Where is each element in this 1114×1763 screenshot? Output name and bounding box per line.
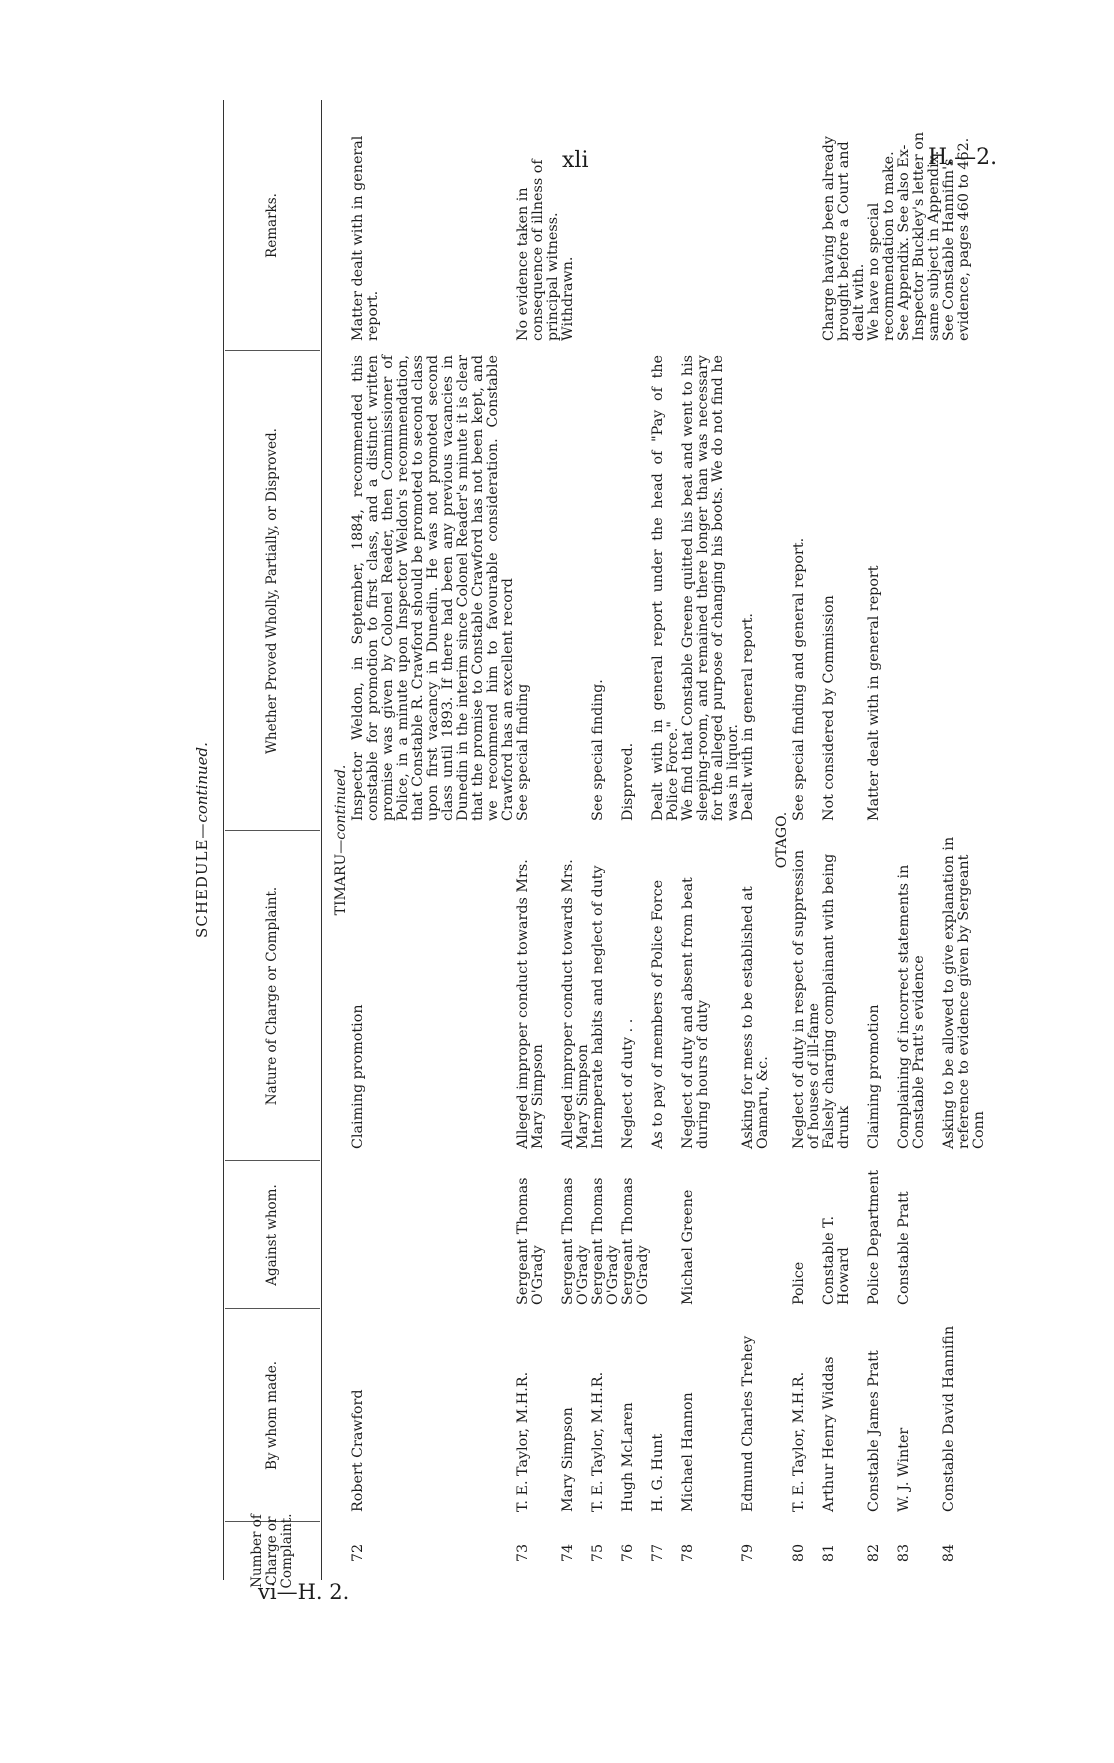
- table-row: [516, 100, 561, 1580]
- header-remarks: Remarks.: [264, 193, 280, 258]
- remarks: Matter dealt with in general report.: [350, 135, 381, 341]
- row-number: 72: [350, 1543, 366, 1563]
- table-row: [867, 100, 897, 1580]
- nature: Alleged improper conduct towards Mrs. Mary Simpson: [515, 859, 546, 1149]
- against-whom: Sergeant Thomas O'Grady: [620, 1177, 651, 1305]
- finding: Disproved.: [620, 742, 636, 821]
- row-number: 79: [740, 1543, 756, 1563]
- by-whom: Edmund Charles Trehey: [740, 1335, 756, 1512]
- remarks: No evidence taken in consequence of illness of principal witness.: [515, 159, 561, 341]
- row-number: 82: [866, 1543, 882, 1563]
- by-whom: Constable David Hannifin: [941, 1325, 957, 1512]
- table-row: [897, 100, 942, 1580]
- header-proved: Whether Proved Wholly, Partially, or Disproved.: [264, 428, 280, 754]
- header-bottom-rule: [321, 100, 322, 1580]
- schedule-table: [193, 100, 1075, 1589]
- by-whom: Arthur Henry Widdas: [821, 1356, 837, 1512]
- finding: See special finding and general report.: [791, 537, 807, 821]
- finding: [897, 351, 942, 831]
- by-whom: T. E. Taylor, M.H.R.: [791, 1371, 807, 1512]
- finding: [561, 351, 591, 831]
- finding: See special finding: [515, 683, 531, 821]
- finding: Matter dealt with in general report: [866, 565, 882, 821]
- finding: Not considered by Commission: [821, 595, 837, 821]
- by-whom: W. J. Winter: [896, 1427, 912, 1512]
- table-row: [792, 100, 822, 1580]
- against-whom: Sergeant Thomas O'Grady: [590, 1177, 621, 1305]
- row-number: 78: [680, 1543, 696, 1563]
- against-whom: [942, 1161, 987, 1309]
- table-row: [942, 100, 987, 1580]
- header-number: Number of Charge or Complaint.: [249, 1513, 295, 1589]
- finding: We find that Constable Greene quitted his beat and went to his sleeping-room, and remained there longer than was necessary for the alleged purpose of changing his boots. We do not find he was in liquor.: [680, 355, 741, 821]
- finding: See special finding.: [590, 679, 606, 821]
- row-number: 74: [560, 1543, 576, 1563]
- by-whom: T. E. Taylor, M.H.R.: [515, 1371, 531, 1512]
- row-number: 83: [896, 1543, 912, 1563]
- row-number: 77: [650, 1543, 666, 1563]
- table-row: [681, 100, 741, 1580]
- nature: Alleged improper conduct towards Mrs. Mary Simpson: [560, 859, 591, 1149]
- page-number: xli: [562, 148, 589, 173]
- table-row: [651, 100, 681, 1580]
- against-whom: [651, 1161, 681, 1309]
- section-timaru: TIMARU—continued.: [333, 764, 349, 916]
- nature: Falsely charging complainant with being drunk: [821, 853, 852, 1149]
- nature: Complaining of incorrect statements in Constable Pratt's evidence: [896, 864, 927, 1149]
- against-whom: Police Department: [866, 1170, 882, 1305]
- nature: Claiming promotion: [350, 1004, 366, 1149]
- table-row: [351, 100, 516, 1580]
- nature: As to pay of members of Police Force: [650, 879, 666, 1149]
- remarks: Withdrawn.: [560, 256, 576, 341]
- by-whom: Hugh McLaren: [620, 1402, 636, 1512]
- by-whom: T. E. Taylor, M.H.R.: [590, 1371, 606, 1512]
- against-whom: [741, 1161, 771, 1309]
- nature: Asking to be allowed to give explanation in reference to evidence given by Sergeant Conn: [941, 836, 987, 1149]
- table-row: [591, 100, 621, 1580]
- by-whom: Constable James Pratt: [866, 1350, 882, 1512]
- remarks: [792, 100, 822, 351]
- against-whom: Michael Greene: [680, 1189, 696, 1305]
- table-top-rule: [223, 100, 224, 1580]
- nature: Asking for mess to be established at Oamaru, &c.: [740, 886, 771, 1149]
- finding: Inspector Weldon, in September, 1884, recommended this constable for promotion to first class, and a distinct written promise was given by Colonel Reader, then Commissioner of Police, in a minute upon Inspector Weldon's recommendation, that Constable R. Crawford should be promoted to second class upon first vacancy in Dunedin. He was not promoted second class until 1893. If there had been any previous vacancies in Dunedin in the interim since Colonel Reader's minute it is clear that the promise to Constable Crawford has not been kept, and we recommend him to favourable consideration. Constable Crawford has an excellent record: [350, 355, 516, 821]
- nature: Claiming promotion: [866, 1004, 882, 1149]
- by-whom: Mary Simpson: [560, 1407, 576, 1512]
- against-whom: Constable Pratt: [896, 1191, 912, 1305]
- against-whom: Sergeant Thomas O'Grady: [515, 1177, 546, 1305]
- nature: Neglect of duty in respect of suppression of houses of ill-fame: [791, 849, 822, 1149]
- row-number: 80: [791, 1543, 807, 1563]
- table-row: [621, 100, 651, 1580]
- header-by-whom: By whom made.: [264, 1360, 280, 1471]
- schedule-title: SCHEDULE—continued.: [193, 742, 211, 938]
- against-whom: Police: [791, 1261, 807, 1305]
- table-row: [741, 100, 771, 1580]
- table-row: [561, 100, 591, 1580]
- row-number: 73: [515, 1543, 531, 1563]
- against-whom: Sergeant Thomas O'Grady: [560, 1177, 591, 1305]
- nature: Neglect of duty and absent from beat during hours of duty: [680, 877, 711, 1149]
- against-whom: [351, 1161, 516, 1309]
- by-whom: Michael Hannon: [680, 1392, 696, 1512]
- remarks: See Constable Hannifin's evidence, pages 460 to 462.: [941, 137, 972, 341]
- table-row: [822, 100, 867, 1580]
- finding: [942, 351, 987, 831]
- row-number: 81: [821, 1543, 837, 1563]
- by-whom: Robert Crawford: [350, 1389, 366, 1512]
- signature-mark: vi—H. 2.: [258, 1580, 350, 1604]
- nature: Neglect of duty . .: [620, 1018, 636, 1149]
- against-whom: Constable T. Howard: [821, 1215, 852, 1305]
- document-code: H.—2.: [928, 145, 998, 170]
- remarks: See Appendix. See also Ex-Inspector Buckley's letter on same subject in Appendix.: [896, 131, 942, 341]
- header-against: Against whom.: [264, 1184, 280, 1286]
- section-otago: OTAGO.: [774, 811, 790, 869]
- nature: Intemperate habits and neglect of duty: [590, 865, 606, 1149]
- row-number: 84: [941, 1543, 957, 1563]
- finding: Dealt with in general report under the head of "Pay of the Police Force.": [650, 355, 681, 821]
- remarks: Charge having been already brought before a Court and dealt with.: [821, 136, 867, 341]
- by-whom: H. G. Hunt: [650, 1433, 666, 1512]
- finding: Dealt with in general report.: [740, 613, 756, 821]
- row-number: 75: [590, 1543, 606, 1563]
- remarks: We have no special recommendation to make.: [866, 151, 897, 341]
- row-number: 76: [620, 1543, 636, 1563]
- header-nature: Nature of Charge or Complaint.: [264, 886, 280, 1106]
